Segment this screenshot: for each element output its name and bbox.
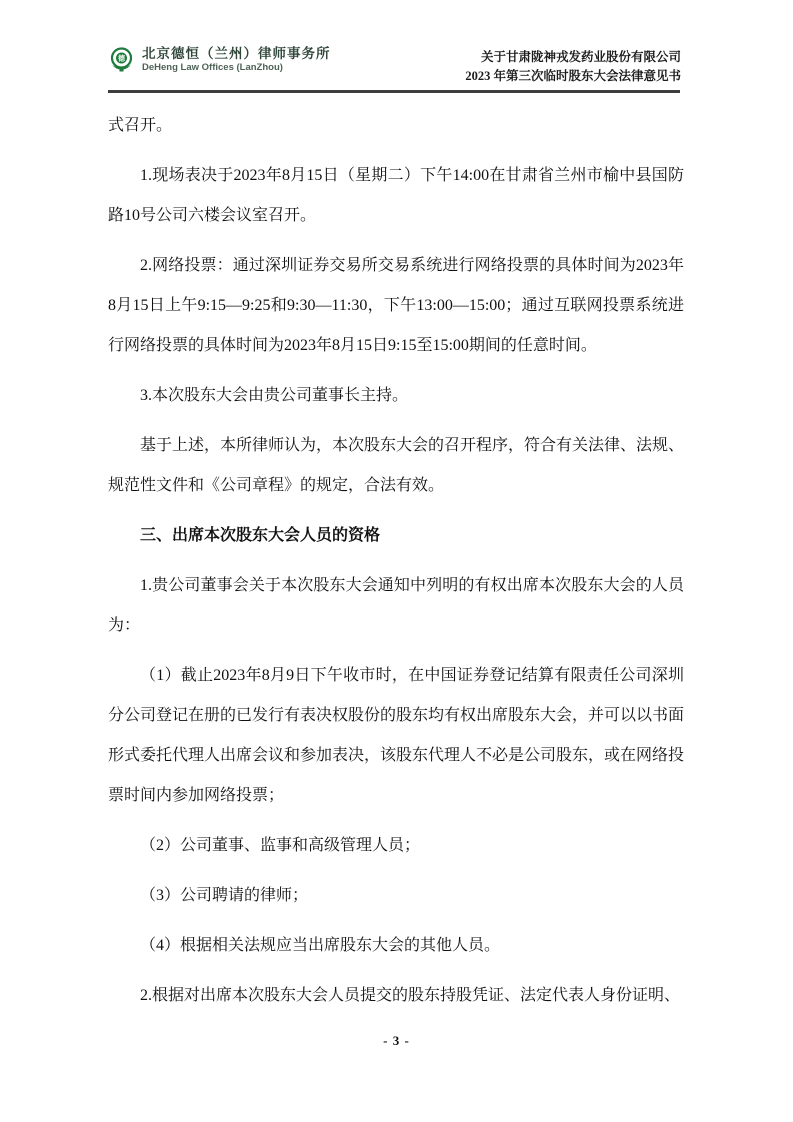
document-title-line1: 关于甘肃陇神戎发药业股份有限公司 [480,50,681,64]
document-body [108,94,684,1026]
section-heading: 三、出席本次股东大会人员的资格 [140,527,381,544]
paragraph: 1.现场表决于2023年8月15日（星期二）下午14:00在甘肃省兰州市榆中县国防路10号公司六楼会议室召开。 [108,167,684,224]
paragraph: （3）公司聘请的律师； [140,887,309,904]
document-title [465,40,681,86]
document-title-line2: 2023 年第三次临时股东大会法律意见书 [465,69,681,83]
paragraph: （1）截止2023年8月9日下午收市时，在中国证券登记结算有限责任公司深圳分公司登记在册的已发行有表决权股份的股东均有权出席股东大会，并可以以书面形式委托代理人出席会议和参加表决，该股东代理人不必是公司股东，或在网络投票时间内参加网络投票； [108,667,685,804]
paragraph: （4）根据相关法规应当出席股东大会的其他人员。 [140,937,501,954]
paragraph: 基于上述，本所律师认为，本次股东大会的召开程序，符合有关法律、法规、规范性文件和《公司章程》的规定，合法有效。 [108,437,685,494]
svg-text:德: 德 [118,55,125,63]
paragraph: 1.贵公司董事会关于本次股东大会通知中列明的有权出席本次股东大会的人员为： [108,577,684,634]
page-number: - 3 - [383,1033,410,1048]
header-divider [108,90,680,93]
paragraph: 3.本次股东大会由贵公司董事长主持。 [140,387,409,404]
paragraph: 2.网络投票：通过深圳证券交易所交易系统进行网络投票的具体时间为2023年8月15日上午9:15—9:25和9:30—11:30，下午13:00—15:00；通过互联网投票系统进行网络投票的具体时间为2023年8月15日9:15至15:00期间的任意时间。 [108,257,684,354]
firm-name-cn: 北京德恒（兰州）律师事务所 [142,46,331,61]
page-header [108,40,681,86]
paragraph: 式召开。 [108,117,173,134]
paragraph: （2）公司董事、监事和高级管理人员； [140,837,421,854]
paragraph: 2.根据对出席本次股东大会人员提交的股东持股凭证、法定代表人身份证明、 [140,987,681,1004]
firm-name-en: DeHeng Law Offices (LanZhou) [142,62,283,73]
firm-brand [108,40,331,74]
firm-names [142,45,331,74]
deheng-logo-icon [108,45,135,72]
page-footer [0,1032,793,1050]
